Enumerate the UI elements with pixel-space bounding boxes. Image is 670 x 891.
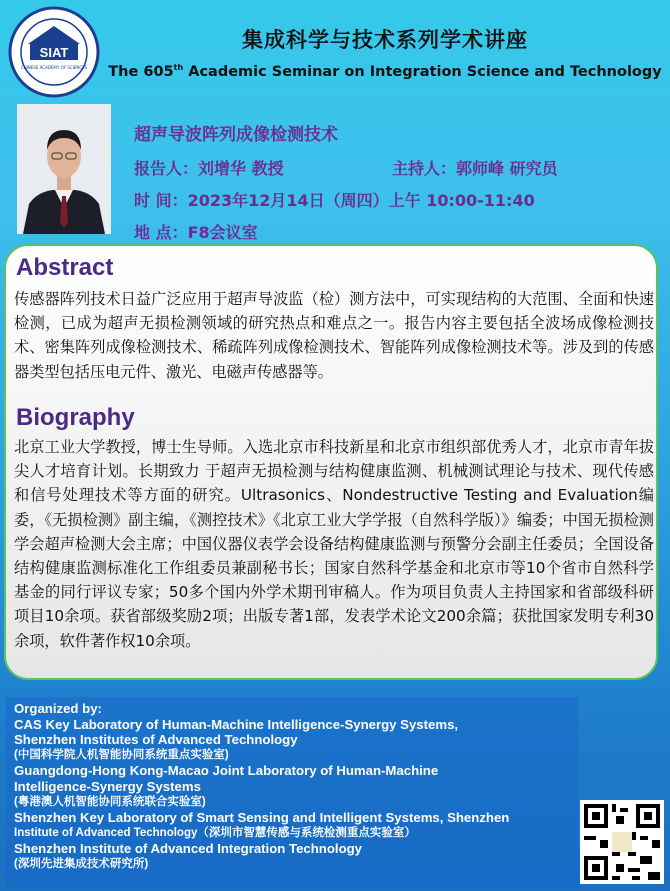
speaker-line: 报告人：刘增华 教授 bbox=[134, 159, 284, 178]
seminar-title-en: The 605th Academic Seminar on Integration Science and Technology bbox=[108, 63, 662, 80]
org-line-8: Institute of Advanced Technology（深圳市智慧传感与系统检测重点实验室） bbox=[14, 826, 416, 839]
place-line: 地 点：F8会议室 bbox=[134, 223, 258, 242]
org-line-3: (中国科学院人机智能协同系统重点实验室) bbox=[14, 748, 229, 761]
time-line: 时 间：2023年12月14日（周四）上午 10:00-11:40 bbox=[134, 191, 535, 210]
siat-logo bbox=[8, 6, 100, 98]
org-line-10: (深圳先进集成技术研究所) bbox=[14, 857, 149, 870]
seminar-title-cn: 集成科学与技术系列学术讲座 bbox=[242, 28, 528, 52]
logo-text: SIAT bbox=[39, 45, 69, 60]
content-card bbox=[4, 244, 658, 680]
org-line-6: (粤港澳人机智能协同系统联合实验室) bbox=[14, 795, 206, 808]
abstract-heading: Abstract bbox=[16, 254, 114, 281]
logo-subtext: CHINESE ACADEMY OF SCIENCES bbox=[20, 65, 88, 70]
talk-title: 超声导波阵列成像检测技术 bbox=[134, 125, 338, 145]
biography-heading: Biography bbox=[16, 404, 135, 431]
biography-text: 北京工业大学教授，博士生导师。入选北京市科技新星和北京市组织部优秀人才，北京市青年拔尖人才培育计划。长期致力 于超声无损检测与结构健康监测、机械测试理论与技术、现代传感和信号处理技术等方面的研究。Ultrasonics、Nondestructive Testing and Evaluation编委，《无损检测》副主编，《测控技术》《北京工业大学学报（自然科学版）》编委；中国无损检测学会超声检测大会主席；中国仪器仪表学会设备结构健康监测与预警分会副主任委员；全国设备结构健康监测标准化工作组委员兼副秘书长；国家自然科学基金和北京市等10个省市自然科学基金的同行评议专家；50多个国内外学术期刊审稿人。作为项目负责人主持国家和省部级科研项目10余项。获省部级奖励2项；出版专著1部，发表学术论文200余篇；获批国家发明专利30余项，软件著作权10余项。 bbox=[14, 438, 654, 650]
host-line: 主持人：郭师峰 研究员 bbox=[392, 159, 558, 178]
org-line-2: Shenzhen Institutes of Advanced Technology bbox=[14, 732, 298, 748]
qr-code[interactable] bbox=[580, 800, 664, 884]
org-line-1: CAS Key Laboratory of Human-Machine Intelligence-Synergy Systems, bbox=[14, 716, 459, 732]
org-line-9: Shenzhen Institute of Advanced Integration Technology bbox=[14, 841, 363, 857]
organizers-label: Organized by: bbox=[14, 701, 102, 716]
speaker-photo bbox=[17, 104, 111, 234]
organizers bbox=[14, 701, 574, 873]
org-line-4: Guangdong-Hong Kong-Macao Joint Laboratory of Human-Machine bbox=[14, 763, 439, 779]
abstract-text: 传感器阵列技术日益广泛应用于超声导波监（检）测方法中，可实现结构的大范围、全面和快速检测，已成为超声无损检测领域的研究热点和难点之一。报告内容主要包括全波场成像检测技术、密集阵列成像检测技术、稀疏阵列成像检测技术、智能阵列成像检测技术等。涉及到的传感器类型包括压电元件、激光、电磁声传感器等。 bbox=[14, 290, 654, 381]
org-line-7: Shenzhen Key Laboratory of Smart Sensing and Intelligent Systems, Shenzhen bbox=[14, 810, 510, 826]
org-line-5: Intelligence-Synergy Systems bbox=[14, 778, 201, 794]
